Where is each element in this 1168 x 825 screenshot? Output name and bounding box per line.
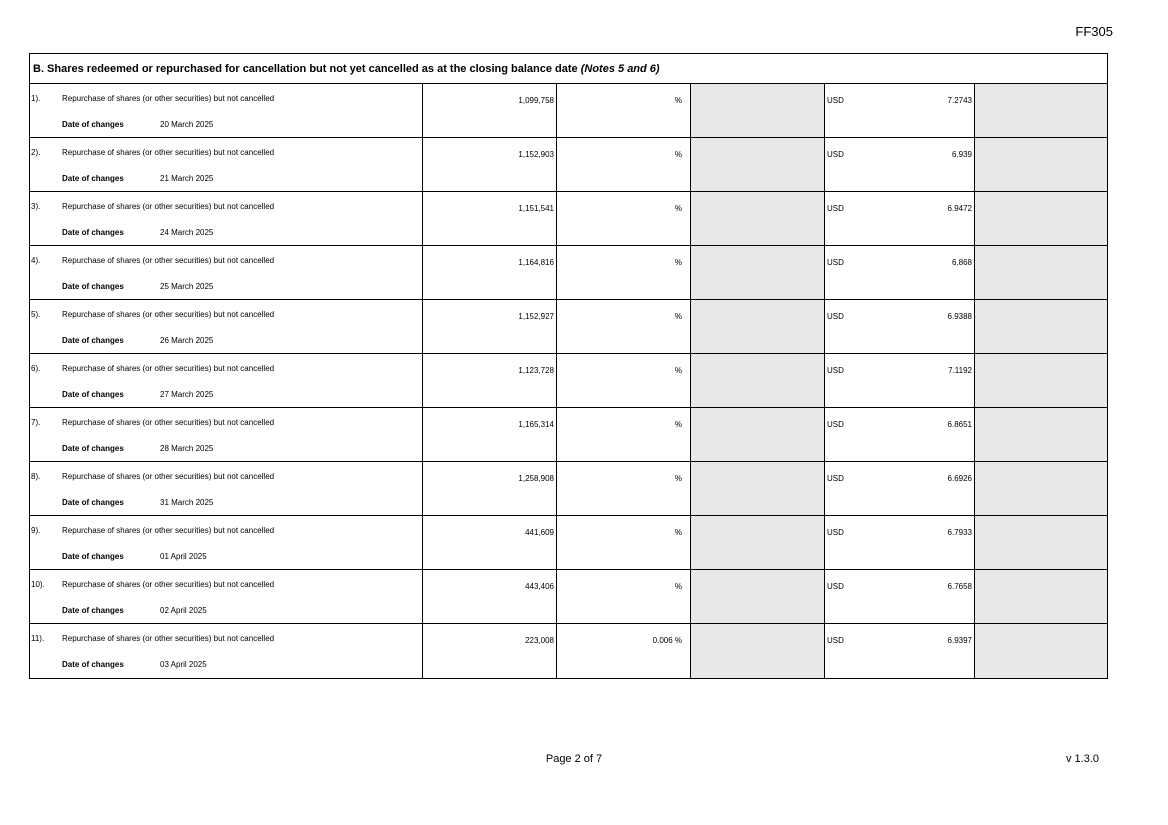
row-description: Repurchase of shares (or other securities) but not cancelled (62, 94, 275, 103)
percent-value: % (674, 204, 682, 213)
date-of-changes-value: 03 April 2025 (160, 660, 207, 669)
date-of-changes-label: Date of changes (62, 552, 124, 561)
shares-number-cell (423, 192, 557, 245)
date-of-changes-value: 21 March 2025 (160, 174, 214, 183)
date-of-changes-value: 27 March 2025 (160, 390, 214, 399)
shaded-cell-total (975, 516, 1107, 569)
price-cell (825, 624, 975, 678)
description-cell (30, 408, 423, 461)
row-index: 8). (31, 472, 41, 481)
date-of-changes-label: Date of changes (62, 498, 124, 507)
shares-number: 1,152,903 (518, 150, 554, 159)
version-label: v 1.3.0 (1065, 753, 1099, 765)
row-index: 1). (31, 94, 41, 103)
price-value: 6.9397 (947, 636, 972, 645)
row-index: 2). (31, 148, 41, 157)
shaded-cell (691, 84, 825, 137)
row-index: 6). (31, 364, 41, 373)
price-cell (825, 354, 975, 407)
date-of-changes-label: Date of changes (62, 282, 124, 291)
row-index: 3). (31, 202, 41, 211)
percent-cell (557, 138, 691, 191)
description-cell (30, 516, 423, 569)
description-cell (30, 84, 423, 137)
row-description: Repurchase of shares (or other securities) but not cancelled (62, 580, 275, 589)
currency-code: USD (827, 582, 844, 591)
row-index: 7). (31, 418, 41, 427)
row-description: Repurchase of shares (or other securities) but not cancelled (62, 634, 275, 643)
price-value: 6.868 (951, 258, 972, 267)
repurchase-section (29, 53, 1108, 679)
shaded-cell-total (975, 84, 1107, 137)
row-description: Repurchase of shares (or other securities) but not cancelled (62, 256, 275, 265)
row-index: 11). (31, 634, 45, 643)
currency-code: USD (827, 204, 844, 213)
percent-cell (557, 246, 691, 299)
percent-value: % (674, 258, 682, 267)
percent-value: % (674, 582, 682, 591)
shares-number: 1,099,758 (518, 96, 554, 105)
description-cell (30, 300, 423, 353)
shares-number-cell (423, 408, 557, 461)
row-description: Repurchase of shares (or other securities) but not cancelled (62, 526, 275, 535)
price-value: 6.7933 (947, 528, 972, 537)
price-cell (825, 300, 975, 353)
percent-value: % (674, 420, 682, 429)
price-cell (825, 462, 975, 515)
shaded-cell (691, 462, 825, 515)
date-of-changes-value: 26 March 2025 (160, 336, 214, 345)
percent-cell (557, 354, 691, 407)
shaded-cell (691, 516, 825, 569)
description-cell (30, 138, 423, 191)
date-of-changes-label: Date of changes (62, 174, 124, 183)
currency-code: USD (827, 150, 844, 159)
table-row (30, 354, 1107, 408)
percent-cell (557, 84, 691, 137)
shaded-cell (691, 246, 825, 299)
section-title (30, 54, 1107, 84)
shares-number: 1,123,728 (518, 366, 554, 375)
shares-number-cell (423, 624, 557, 678)
date-of-changes-value: 28 March 2025 (160, 444, 214, 453)
table-row (30, 300, 1107, 354)
shares-number: 1,258,908 (518, 474, 554, 483)
shares-number: 441,609 (525, 528, 554, 537)
row-description: Repurchase of shares (or other securities) but not cancelled (62, 364, 275, 373)
percent-value: % (674, 474, 682, 483)
row-description: Repurchase of shares (or other securities) but not cancelled (62, 472, 275, 481)
shares-number-cell (423, 516, 557, 569)
percent-cell (557, 516, 691, 569)
price-value: 6.8651 (947, 420, 972, 429)
percent-cell (557, 624, 691, 678)
shaded-cell (691, 408, 825, 461)
shaded-cell-total (975, 246, 1107, 299)
price-value: 6.939 (951, 150, 972, 159)
currency-code: USD (827, 96, 844, 105)
currency-code: USD (827, 636, 844, 645)
table-row (30, 84, 1107, 138)
price-cell (825, 84, 975, 137)
price-cell (825, 516, 975, 569)
row-description: Repurchase of shares (or other securities) but not cancelled (62, 418, 275, 427)
shares-number: 443,406 (525, 582, 554, 591)
table-row (30, 462, 1107, 516)
shaded-cell-total (975, 570, 1107, 623)
shaded-cell (691, 300, 825, 353)
form-code: FF305 (1075, 24, 1113, 39)
date-of-changes-label: Date of changes (62, 120, 124, 129)
shares-number-cell (423, 462, 557, 515)
price-value: 6.7658 (947, 582, 972, 591)
price-cell (825, 570, 975, 623)
percent-cell (557, 192, 691, 245)
row-description: Repurchase of shares (or other securities) but not cancelled (62, 202, 275, 211)
table-row (30, 246, 1107, 300)
shares-number-cell (423, 570, 557, 623)
shares-number-cell (423, 84, 557, 137)
percent-value: % (674, 150, 682, 159)
price-value: 7.2743 (947, 96, 972, 105)
table-row (30, 516, 1107, 570)
table-row (30, 624, 1107, 678)
date-of-changes-label: Date of changes (62, 444, 124, 453)
date-of-changes-label: Date of changes (62, 660, 124, 669)
price-cell (825, 408, 975, 461)
shares-number-cell (423, 138, 557, 191)
currency-code: USD (827, 420, 844, 429)
shaded-cell-total (975, 354, 1107, 407)
percent-cell (557, 300, 691, 353)
date-of-changes-label: Date of changes (62, 606, 124, 615)
page-number: Page 2 of 7 (545, 753, 603, 765)
repurchase-rows (30, 84, 1107, 678)
percent-value: % (674, 312, 682, 321)
section-title-text: B. Shares redeemed or repurchased for cancellation but not yet cancelled as at the closing balance date (33, 63, 578, 75)
shaded-cell (691, 138, 825, 191)
row-index: 10). (31, 580, 45, 589)
date-of-changes-label: Date of changes (62, 336, 124, 345)
price-value: 6.9472 (947, 204, 972, 213)
percent-cell (557, 570, 691, 623)
section-title-notes: (Notes 5 and 6) (580, 63, 660, 75)
row-index: 9). (31, 526, 41, 535)
percent-value: 0.006 % (652, 636, 682, 645)
shaded-cell-total (975, 300, 1107, 353)
percent-value: % (674, 366, 682, 375)
date-of-changes-value: 25 March 2025 (160, 282, 214, 291)
table-row (30, 408, 1107, 462)
shaded-cell (691, 192, 825, 245)
date-of-changes-value: 20 March 2025 (160, 120, 214, 129)
currency-code: USD (827, 528, 844, 537)
shares-number: 1,164,816 (518, 258, 554, 267)
date-of-changes-value: 31 March 2025 (160, 498, 214, 507)
shares-number-cell (423, 300, 557, 353)
description-cell (30, 624, 423, 678)
shaded-cell-total (975, 462, 1107, 515)
price-value: 7.1192 (948, 366, 972, 375)
price-cell (825, 246, 975, 299)
shaded-cell (691, 354, 825, 407)
currency-code: USD (827, 474, 844, 483)
row-index: 4). (31, 256, 41, 265)
currency-code: USD (827, 258, 844, 267)
date-of-changes-value: 01 April 2025 (160, 552, 207, 561)
shaded-cell-total (975, 408, 1107, 461)
table-row (30, 192, 1107, 246)
shares-number: 1,152,927 (518, 312, 554, 321)
currency-code: USD (827, 312, 844, 321)
price-cell (825, 192, 975, 245)
date-of-changes-value: 24 March 2025 (160, 228, 214, 237)
row-description: Repurchase of shares (or other securities) but not cancelled (62, 310, 275, 319)
description-cell (30, 354, 423, 407)
percent-value: % (674, 96, 682, 105)
shares-number: 1,151,541 (518, 204, 554, 213)
percent-value: % (674, 528, 682, 537)
shaded-cell-total (975, 624, 1107, 678)
date-of-changes-value: 02 April 2025 (160, 606, 207, 615)
price-value: 6.6926 (947, 474, 972, 483)
table-row (30, 570, 1107, 624)
shaded-cell (691, 570, 825, 623)
shaded-cell-total (975, 138, 1107, 191)
price-value: 6.9388 (947, 312, 972, 321)
shares-number: 1,165,314 (518, 420, 554, 429)
description-cell (30, 192, 423, 245)
price-cell (825, 138, 975, 191)
description-cell (30, 246, 423, 299)
table-row (30, 138, 1107, 192)
percent-cell (557, 408, 691, 461)
shares-number-cell (423, 246, 557, 299)
shares-number: 223,008 (525, 636, 554, 645)
shaded-cell-total (975, 192, 1107, 245)
date-of-changes-label: Date of changes (62, 228, 124, 237)
description-cell (30, 462, 423, 515)
date-of-changes-label: Date of changes (62, 390, 124, 399)
currency-code: USD (827, 366, 844, 375)
row-index: 5). (31, 310, 41, 319)
shaded-cell (691, 624, 825, 678)
row-description: Repurchase of shares (or other securities) but not cancelled (62, 148, 275, 157)
description-cell (30, 570, 423, 623)
shares-number-cell (423, 354, 557, 407)
percent-cell (557, 462, 691, 515)
